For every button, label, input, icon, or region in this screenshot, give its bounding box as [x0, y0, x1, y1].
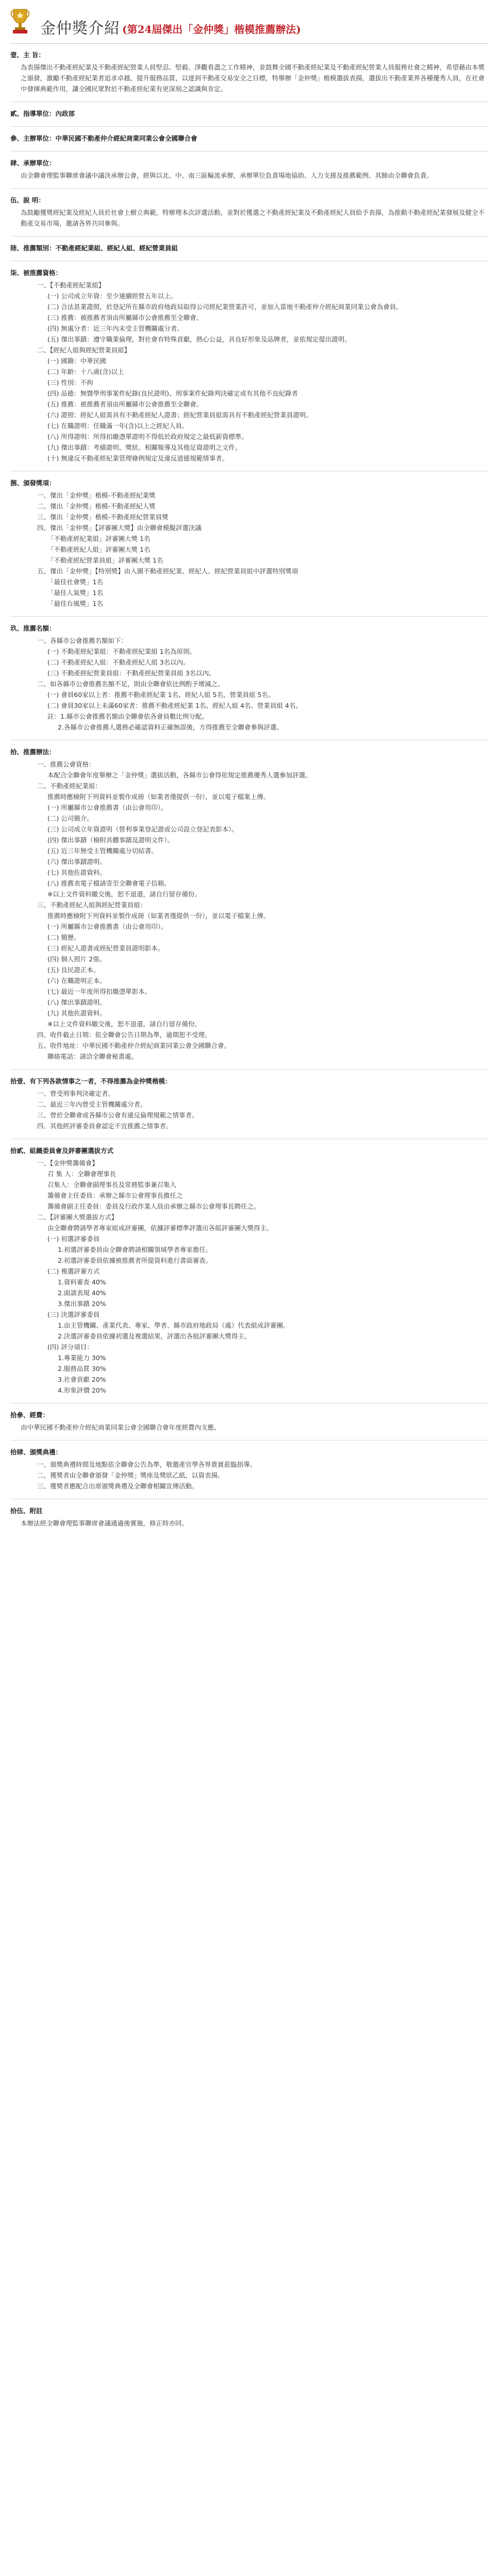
section-line: (二) 簡歷。 [47, 934, 80, 941]
section-line: (三) 公司成立年資證明（營利事業登記證或公司設立登記表影本）。 [47, 825, 238, 833]
section-line: (二) 複選評審方式 [47, 1267, 100, 1275]
section-heading: 拾壹、有下列各款情事之一者，不得推薦為金仲獎楷模： [10, 1077, 172, 1085]
section-s11 [10, 1076, 489, 1131]
section-s10 [10, 747, 489, 1062]
section-line: 「最佳社會獎」1名 [47, 578, 103, 586]
section-line: (六) 傑出事蹟證明。 [47, 858, 106, 866]
section-heading: 肆、承辦單位： [10, 159, 56, 167]
section-line: 籌備會副主任委員：委員及行政作業人員由承辦之縣市公會理事長聘任之。 [47, 1202, 260, 1210]
section-line: (一) 國籍：中華民國 [47, 357, 106, 365]
section-line: (五) 推薦：被推薦者須由所屬縣市公會推薦至全聯會。 [47, 400, 203, 408]
header-divider [10, 43, 489, 44]
section-line: ※以上文件資料繳交後，恕不退還，請自行留存備份。 [47, 1020, 201, 1028]
section-line: (五) 傑出事蹟：遵守職業倫理，對社會有特殊貢獻，熱心公益，具良好形象及品牌者，並依規定提出證明。 [47, 335, 351, 343]
section-line: (一) 公司成立年資：至少連續經營五年以上。 [47, 292, 177, 300]
section-heading: 拾參、經費： [10, 1411, 49, 1419]
section-line: 三、曾於全聯會或各縣市公會有違反倫理規範之情事者。 [37, 1111, 198, 1119]
section-line: 一、各縣市公會推薦名額如下： [37, 637, 128, 645]
section-line: 本辦法經全聯會理監事聯席會議通過後實施，修正時亦同。 [21, 1519, 189, 1527]
section-line: 一、曾受刑事判決確定者。 [37, 1090, 115, 1097]
section-line: (一) 所屬縣市公會推薦書（由公會用印）。 [47, 923, 168, 930]
section-s12 [10, 1145, 489, 1396]
section-line: (四) 個人照片 2張。 [47, 955, 106, 963]
section-divider [10, 616, 489, 617]
section-line: 「最佳台風獎」1名 [47, 600, 103, 607]
section-line: (七) 在職證明：任職滿一年(含)以上之經紀人員。 [47, 422, 189, 430]
section-heading: 柒、被推薦資格： [10, 269, 62, 277]
section-line: (三) 推薦：被推薦者須由所屬縣市公會推薦至全聯會。 [47, 314, 203, 321]
section-line: 1.專業能力 30% [58, 1354, 106, 1362]
section-line: 聯絡電話：請洽全聯會秘書處。 [47, 1053, 138, 1060]
section-line: 三、傑出「金仲獎」楷模-不動產經紀營業員獎 [37, 513, 169, 521]
section-line: 由中華民國不動產仲介經紀商業同業公會全國聯合會年度經費內支應。 [21, 1423, 221, 1431]
document-body [10, 49, 489, 1536]
section-s6 [10, 243, 489, 253]
section-line: 二、如各縣市公會推薦名額不足，則由全聯會依比例酌予增減之。 [37, 680, 224, 688]
section-line: 2.決選評審委員依據初選及複選結果，評選出各組評審團大獎得主。 [58, 1332, 251, 1340]
section-line: 1.初選評審委員由全聯會聘請相關領域學者專家擔任。 [58, 1246, 212, 1253]
section-line: (一) 初選評審委員 [47, 1235, 100, 1243]
section-line: 「不動產經紀人組」評審團大獎 1名 [47, 546, 151, 553]
section-line: (二) 合法甚業證照，於登記所在縣市政府地政局取得公司經紀業營業許可，並加入當地不動產仲介經紀商業同業公會為會員。 [47, 303, 403, 311]
section-heading: 捌、頒發獎項： [10, 479, 56, 487]
section-line: 1.由主管機關、產業代表、專家、學者、縣市政府地政局（處）代表組成評審團。 [58, 1321, 290, 1329]
section-line: 一、【金仲獎籌備會】 [37, 1159, 98, 1167]
section-line: (二) 年齡：十八歲(含)以上 [47, 368, 124, 376]
section-heading: 參、主辦單位：中華民國不動產仲介經紀商業同業公會全國聯合會 [10, 134, 197, 142]
section-line: 為表揚傑出不動產經紀業及不動產經紀營業人員堅忍、堅毅、淨觀看盡之工作精神，並鼓舞全國不動產經紀業及不動產經紀營業人員服務社會之精神，希望藉由本獎之頒發，激勵不動產經紀業者追求卓越，提升服務品質，以達到不動產交易安全之目標，特舉辦「金仲獎」楷模選拔表揚，選拔出不動產業界各種優秀人員，在社會中發揮典範作用，讓全國民眾對於不動產經紀業有更深刻之認識與肯定。 [21, 63, 485, 93]
section-line: (三) 性別：不拘 [47, 379, 93, 386]
section-line: 一、頒獎典禮時間及地點依全聯會公告為準，敬邀產官學各界貴賓蒞臨指導。 [37, 1461, 257, 1468]
section-heading: 伍、說 明： [10, 196, 45, 204]
section-s3 [10, 133, 489, 144]
section-s13 [10, 1410, 489, 1433]
section-line: (三) 決選評審委員 [47, 1311, 100, 1318]
section-line: 由全聯會理監事聯席會議中議決承辦公會，經與以北、中、南三區輪流承辦，承辦單位負責場地協助、人力支援及推薦範例、其餘由全聯會負責。 [21, 172, 434, 179]
section-line: 2.各縣市公會推薦人選務必確認資料正確無誤後，方得推薦至全聯會參與評選。 [58, 723, 283, 731]
section-line: 3.社會貢獻 20% [58, 1376, 106, 1383]
section-divider [10, 1069, 489, 1070]
section-line: (八) 所得證明：所得扣繳憑單證明不得低於政府規定之最低薪資標準。 [47, 433, 248, 440]
section-line: (五) 近三年無受主管機關處分切結書。 [47, 847, 158, 855]
section-divider [10, 188, 489, 189]
section-line: 推薦時應檢附下列資料並製作成冊（如業者僅提供一份），並以電子檔案上傳。 [47, 912, 270, 920]
section-heading: 拾貳、組織委員會及評審團選拔方式 [10, 1147, 114, 1155]
section-line: (八) 傑出事蹟證明。 [47, 998, 106, 1006]
section-line: (五) 良民證正本。 [47, 966, 100, 974]
section-line: 「最佳人氣獎」1名 [47, 589, 103, 597]
trophy-icon [9, 6, 31, 35]
section-line: 召 集 人：全聯會理事長 [47, 1170, 116, 1178]
section-line: 本配合全聯會年度舉辦之「金仲獎」選拔活動，各縣市公會得依規定推薦優秀人選參加評選。 [47, 771, 312, 779]
section-line: (十) 無違反不動產經紀業管理條例規定及違反道德規範情事者。 [47, 454, 229, 462]
section-s14 [10, 1447, 489, 1492]
section-line: 二、不動產經紀業組： [37, 782, 102, 790]
page-subtitle: (第24屆傑出「金仲獎」楷模推薦辦法) [122, 23, 301, 36]
section-line: 2.服務品質 30% [58, 1365, 106, 1372]
section-line: (七) 最近一年度所得扣繳憑單影本。 [47, 988, 152, 995]
section-line: 四、傑出「金仲獎」【評審團大獎】由全聯會模擬評選決議 [37, 524, 202, 532]
section-line: 1.資料審查 40% [58, 1278, 106, 1286]
section-heading: 陸、推薦類別：不動產經紀業組、經紀人組、經紀營業員組 [10, 244, 178, 252]
section-line: 召集人：全聯會副理事長及常務監事兼召集人 [47, 1181, 177, 1189]
section-s2 [10, 108, 489, 119]
section-line: 二、【經紀人組與經紀營業員組】 [37, 346, 131, 354]
section-line: (六) 證照：經紀人組需具有不動產經紀人證書；經紀營業員組需具有不動產經紀營業員證明。 [47, 411, 312, 419]
section-line: 二、獲獎者由全聯會頒發「金仲獎」獎座及獎狀乙紙，以資表揚。 [37, 1471, 224, 1479]
section-line: 由全聯會聘請學者專家組成評審團，依據評審標準評選出各組評審團大獎得主。 [47, 1224, 273, 1232]
section-s5 [10, 195, 489, 229]
section-s8 [10, 478, 489, 609]
section-line: 五、傑出「金仲獎」【特別獎】由入圍不動產經紀業、經紀人、經紀營業員組中評選特別獎項 [37, 567, 298, 575]
section-line: (二) 公司簡介。 [47, 815, 93, 822]
section-s4 [10, 158, 489, 181]
section-divider [10, 126, 489, 127]
section-line: 「不動產經紀營業員組」評審團大獎 1名 [47, 556, 163, 564]
section-line: (三) 經紀人證書或經紀營業員證明影本。 [47, 944, 164, 952]
section-line: 2.面談表現 40% [58, 1289, 106, 1297]
section-line: 註：1.縣市公會推薦名額由全聯會依各會員數比例分配。 [47, 713, 208, 720]
section-line: 五、收件地址：中華民國不動產仲介經紀商業同業公會全國聯合會。 [37, 1042, 231, 1049]
section-line: (四) 評分項目： [47, 1343, 93, 1351]
section-line: 二、傑出「金仲獎」楷模-不動產經紀人獎 [37, 502, 156, 510]
section-line: (三) 不動產經紀營業員組：不動產經紀營業員組 3名以內。 [47, 669, 215, 677]
section-line: 二、最近三年內曾受主管機關處分者。 [37, 1100, 147, 1108]
section-line: 2.初選評審委員依據被推薦者所提資料進行書面審查。 [58, 1257, 212, 1264]
section-line: (六) 在職證明正本。 [47, 977, 106, 985]
section-line: 一、推薦公會資格： [37, 760, 95, 768]
section-line: (九) 其他佐證資料。 [47, 1009, 106, 1017]
section-heading: 壹、主 旨： [10, 51, 45, 59]
section-s15 [10, 1505, 489, 1529]
section-line: 四、收件截止日期：依全聯會公告日期為準，逾期恕不受理。 [37, 1031, 211, 1039]
section-line: ※以上文件資料繳交後，恕不退還，請自行留存備份。 [47, 890, 201, 898]
section-line: 三、不動產經紀人組與經紀營業員組： [37, 901, 147, 909]
section-line: 籌備會主任委員：承辦之縣市公會理事長擔任之 [47, 1192, 183, 1199]
section-line: (九) 傑出事蹟：考績證明、獎狀、相關報導及其他足資證明之文件。 [47, 444, 242, 451]
section-line: (一) 所屬縣市公會推薦書（由公會用印）。 [47, 804, 168, 811]
section-s7 [10, 267, 489, 464]
section-line: (四) 品德：無暨學刑事案件紀錄(良民證明)、刑事案件紀錄判決確定或有其他不良紀錄者 [47, 389, 298, 397]
section-line: 3.傑出事蹟 20% [58, 1300, 106, 1308]
section-divider [10, 101, 489, 102]
section-line: 四、其他經評審委員會認定不宜推薦之情事者。 [37, 1122, 173, 1130]
section-heading: 貳、指導單位：內政部 [10, 110, 75, 117]
section-heading: 拾、推薦辦法： [10, 748, 56, 756]
section-line: (一) 不動產經紀業組：不動產經紀業組 1名為原則。 [47, 648, 196, 655]
section-line: (七) 其他佐證資料。 [47, 869, 106, 876]
section-line: 4.形象評價 20% [58, 1386, 106, 1394]
section-line: 三、獲獎者應配合出席頒獎典禮及全聯會相關宣傳活動。 [37, 1482, 198, 1490]
section-s1 [10, 49, 489, 94]
section-line: (四) 無處分者：近三年內未受主管機關處分者。 [47, 325, 184, 332]
section-line: 二、【評審團大獎選拔方式】 [37, 1213, 118, 1221]
section-line: 「不動產經紀業組」評審團大獎 1名 [47, 535, 151, 543]
section-line: (一) 會員60家以上者：推薦不動產經紀業 1名、經紀人組 5名、營業員組 5名。 [47, 691, 275, 699]
section-heading: 拾肆、頒獎典禮： [10, 1448, 62, 1456]
section-line: (四) 傑出事蹟（檢附具體事蹟及證明文件）。 [47, 836, 174, 844]
section-heading: 玖、推薦名額： [10, 624, 56, 632]
section-line: 一、傑出「金仲獎」楷模-不動產經紀業獎 [37, 492, 156, 499]
page-header [0, 0, 499, 46]
section-line: 為鼓勵獲獎經紀業及經紀人員於社會上樹立典範，特辦理本次評選活動，並對於獲選之不動產經紀業及不動產經紀人員給予表揚，為推動不動產經紀業發展及健全不動產交易市場，邀請各界共同參與。 [21, 209, 485, 227]
section-line: 一、【不動產經紀業組】 [37, 281, 105, 289]
section-heading: 拾伍、附註 [10, 1507, 43, 1515]
section-line: (八) 推薦表電子檔請寄至全聯會電子信箱。 [47, 879, 171, 887]
section-line: (二) 會員30家以上未滿60家者：推薦不動產經紀業 1名、經紀人組 4名、營業員組 4名。 [47, 702, 302, 709]
page-title: 金仲獎介紹 [40, 20, 120, 38]
section-s9 [10, 623, 489, 733]
section-line: 推薦時應檢附下列資料並製作成冊（如業者僅提供一份），並以電子檔案上傳。 [47, 793, 270, 801]
section-line: (二) 不動產經紀人組：不動產經紀人組 3名以內。 [47, 658, 190, 666]
